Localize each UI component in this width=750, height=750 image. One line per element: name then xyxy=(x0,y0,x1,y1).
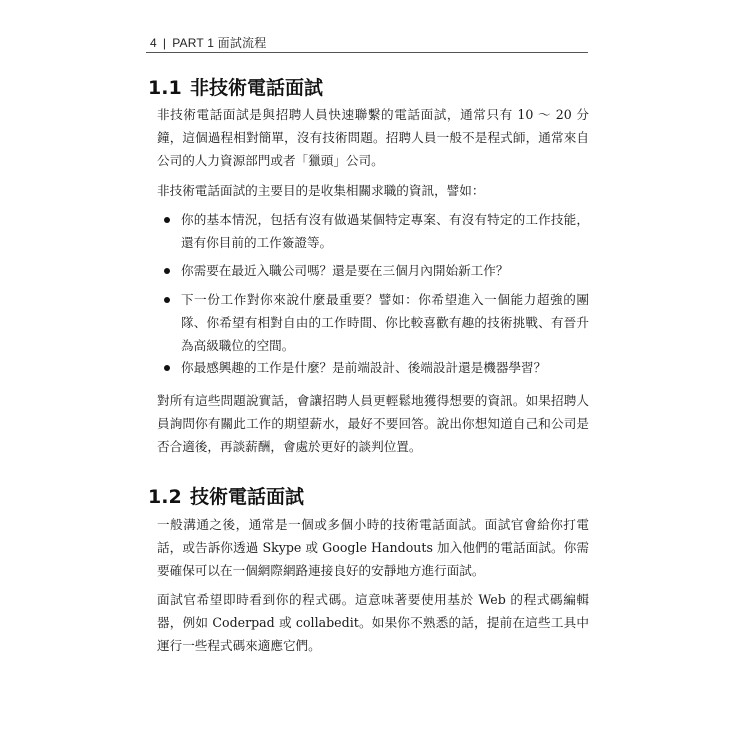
header-rule xyxy=(146,52,588,53)
section-number: 1.1 xyxy=(148,77,182,99)
part-title: 面試流程 xyxy=(217,36,267,50)
paragraph-intro: 非技術電話面試是與招聘人員快速聯繫的電話面試，通常只有 10 ～ 20 分鐘，這個過程相對簡單，沒有技術問題。招聘人員一般不是程式師，通常來自公司的人力資源部門或者「獵頭」公司。 xyxy=(157,107,589,168)
bullet-text: 下一份工作對你來說什麼最重要？譬如：你希望進入一個能力超強的團隊、你希望有相對自由的工作時間、你比較喜歡有趣的技術挑戰、有晉升為高級職位的空間。 xyxy=(181,292,589,353)
bullet-icon xyxy=(164,297,170,303)
section-number: 1.2 xyxy=(148,486,182,508)
bullet-item xyxy=(181,259,589,282)
bullet-icon xyxy=(164,365,170,371)
bullet-text: 你最感興趣的工作是什麼？是前端設計、後端設計還是機器學習？ xyxy=(181,360,547,375)
paragraph-body: 面試官希望即時看到你的程式碼。這意味著要使用基於 Web 的程式碼編輯器，例如 Coderpad 或 collabedit。如果你不熟悉的話，提前在這些工具中運行一些程式碼來適應它們。 xyxy=(157,592,589,653)
bullet-item xyxy=(181,356,589,379)
section-heading-1-1 xyxy=(148,73,323,100)
page-number: 4 xyxy=(150,36,157,50)
section-title: 技術電話面試 xyxy=(190,486,305,508)
section-title: 非技術電話面試 xyxy=(190,77,324,99)
bullet-item xyxy=(181,288,589,357)
running-head xyxy=(150,34,266,51)
section-heading-1-2 xyxy=(148,482,304,509)
paragraph-body: 一般溝通之後，通常是一個或多個小時的技術電話面試。面試官會給你打電話，或告訴你透過 Skype 或 Google Handouts 加入他們的電話面試。你需要確保可以在一個網際網路連接良好的安靜地方進行面試。 xyxy=(157,517,589,578)
paragraph-lead-in: 非技術電話面試的主要目的是收集相關求職的資訊，譬如： xyxy=(157,183,485,198)
paragraph-closing: 對所有這些問題說實話，會讓招聘人員更輕鬆地獲得想要的資訊。如果招聘人員詢問你有關此工作的期望薪水，最好不要回答。說出你想知道自己和公司是否合適後，再談薪酬，會處於更好的談判位置。 xyxy=(157,393,589,454)
bullet-icon xyxy=(164,268,170,274)
part-label: PART 1 xyxy=(172,36,215,50)
header-separator: | xyxy=(162,36,167,50)
bullet-icon xyxy=(164,217,170,223)
bullet-text: 你的基本情況，包括有沒有做過某個特定專案、有沒有特定的工作技能，還有你目前的工作簽證等。 xyxy=(181,212,589,250)
bullet-item xyxy=(181,208,589,254)
bullet-text: 你需要在最近入職公司嗎？還是要在三個月內開始新工作？ xyxy=(181,263,509,278)
